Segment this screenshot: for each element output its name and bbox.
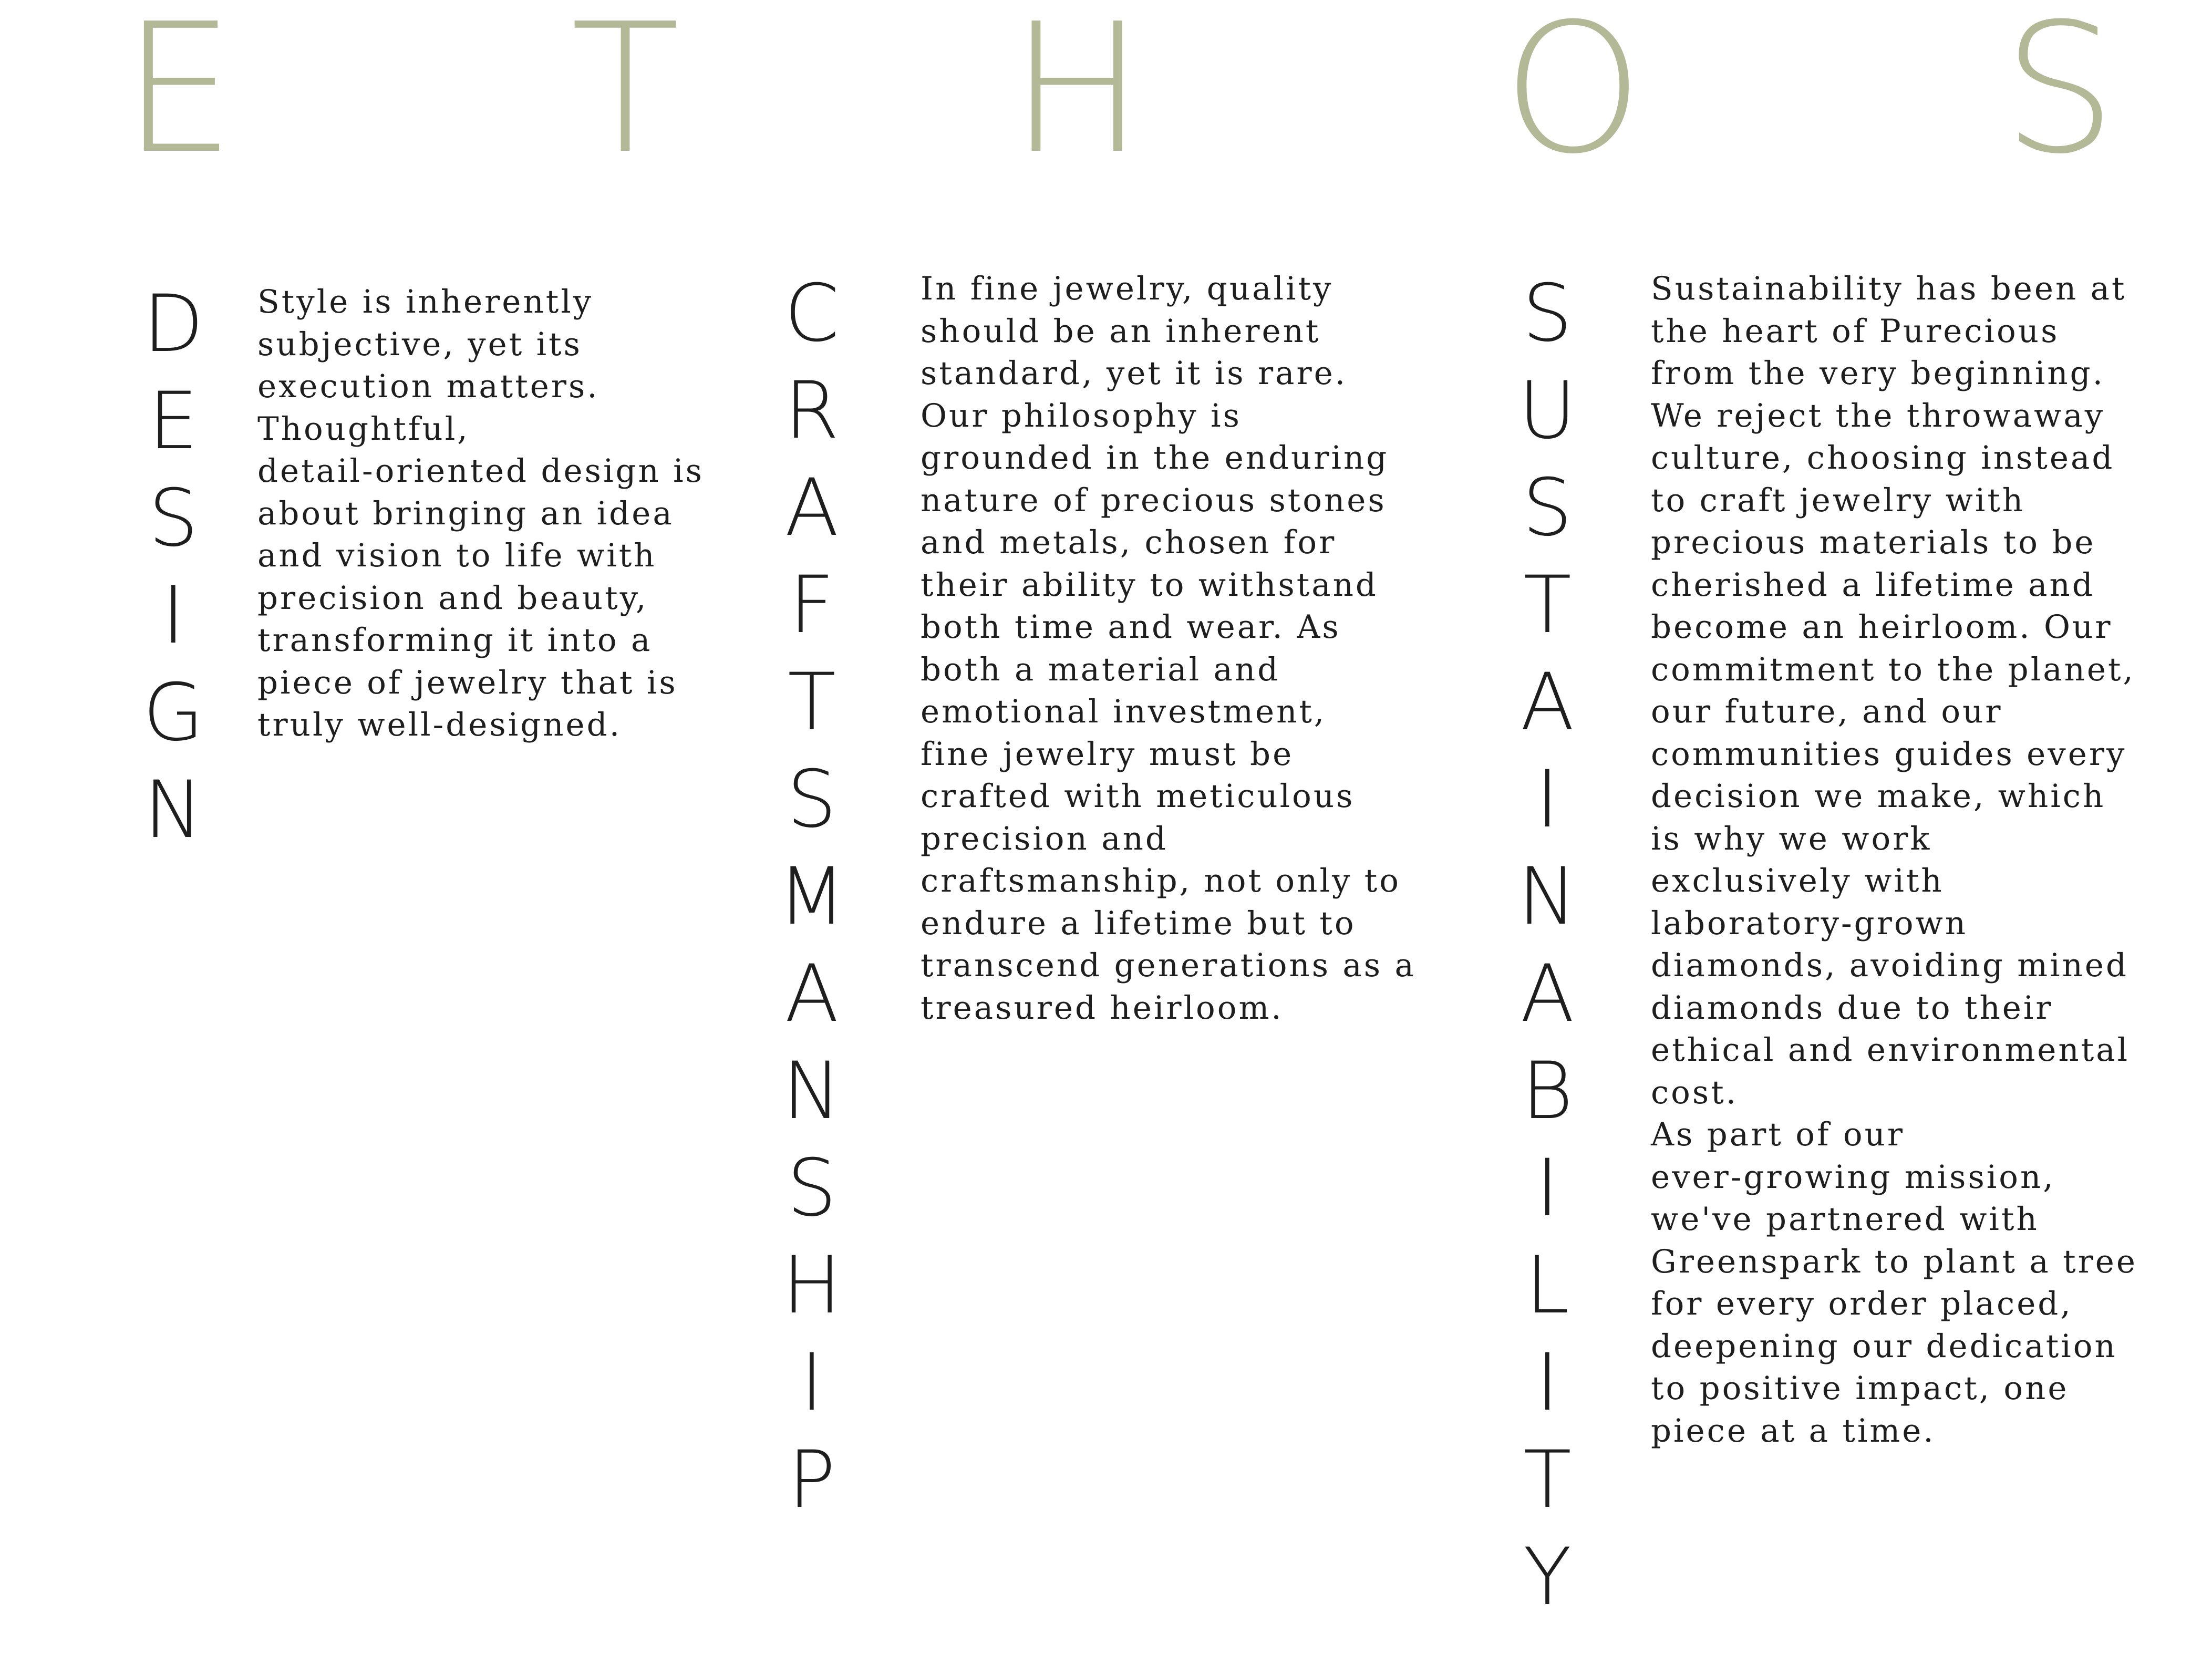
craftsmanship-body-text: In fine jewelry, quality should be an inherent standard, yet it is rare. Our philosophy is grounded in the enduring nature of precious stones and metals, chosen for their ability to withstand both time and wear. As both a material and emotional investment, fine jewelry must be crafted with meticulous precision and craftsmanship, not only to endure a lifetime but to transcend generations as a treasured heirloom. — [921, 270, 1416, 1027]
title-letter: I — [1535, 1143, 1559, 1234]
title-letter: S — [787, 754, 837, 845]
title-letter: P — [788, 1434, 836, 1526]
title-letter: B — [1521, 1046, 1574, 1137]
title-letter: L — [1525, 1240, 1569, 1331]
title-letter: I — [800, 1337, 824, 1429]
heading-letter: T — [571, 0, 680, 193]
title-letter: D — [143, 278, 204, 370]
title-letter: S — [1522, 462, 1573, 554]
heading-letter: O — [1503, 0, 1644, 193]
title-letter: S — [1522, 268, 1573, 359]
title-letter: G — [142, 667, 204, 759]
title-letter: A — [784, 948, 839, 1040]
title-letter: N — [143, 764, 203, 856]
title-letter: T — [1523, 1434, 1572, 1526]
title-letter: I — [1535, 1337, 1559, 1429]
title-letter: R — [784, 365, 840, 457]
title-letter: I — [1535, 754, 1559, 845]
title-letter: T — [1523, 560, 1572, 651]
design-vertical-title — [126, 276, 221, 859]
title-letter: I — [161, 570, 185, 661]
sustainability-vertical-title — [1500, 265, 1595, 1626]
title-letter: N — [1517, 851, 1577, 943]
title-letter: N — [782, 1046, 842, 1137]
title-letter: A — [1520, 948, 1575, 1040]
title-letter: A — [784, 462, 839, 554]
title-letter: A — [1520, 657, 1575, 748]
heading-letter: E — [122, 0, 235, 193]
title-letter: M — [778, 851, 846, 943]
title-letter: C — [784, 268, 840, 359]
title-letter: H — [782, 1240, 842, 1331]
sustainability-body-text: Sustainability has been at the heart of Purecious from the very beginning. We reject the throwaway culture, choosing instead to craft jewelry with precious materials to be cherished a lifetime and become an heirloom. Our commitment to the planet, our future, and our communities guides every decision we make, which is why we work exclusively with laboratory-grown diamonds, avoiding mined diamonds due to their ethical and environmental cost. As part of our ever-growing mission, we've partnered with Greenspark to plant a tree for every order placed, deepening our dedication to positive impact, one piece at a time. — [1651, 270, 2137, 1450]
ethos-heading — [0, 0, 2212, 200]
title-letter: F — [789, 560, 835, 651]
title-letter: E — [148, 376, 199, 467]
heading-letter: S — [2003, 0, 2116, 193]
title-letter: Y — [1523, 1532, 1572, 1623]
title-letter: U — [1518, 365, 1576, 457]
design-body-text: Style is inherently subjective, yet its execution matters. Thoughtful, detail-oriented design is about bringing an idea and vision to life with precision and beauty, transforming it into a piece of jewelry that is truly well-designed. — [257, 283, 704, 743]
title-letter: S — [787, 1143, 837, 1234]
title-letter: S — [148, 473, 199, 564]
title-letter: T — [788, 657, 836, 748]
craftsmanship-vertical-title — [764, 265, 859, 1529]
heading-letter: H — [1010, 0, 1144, 193]
